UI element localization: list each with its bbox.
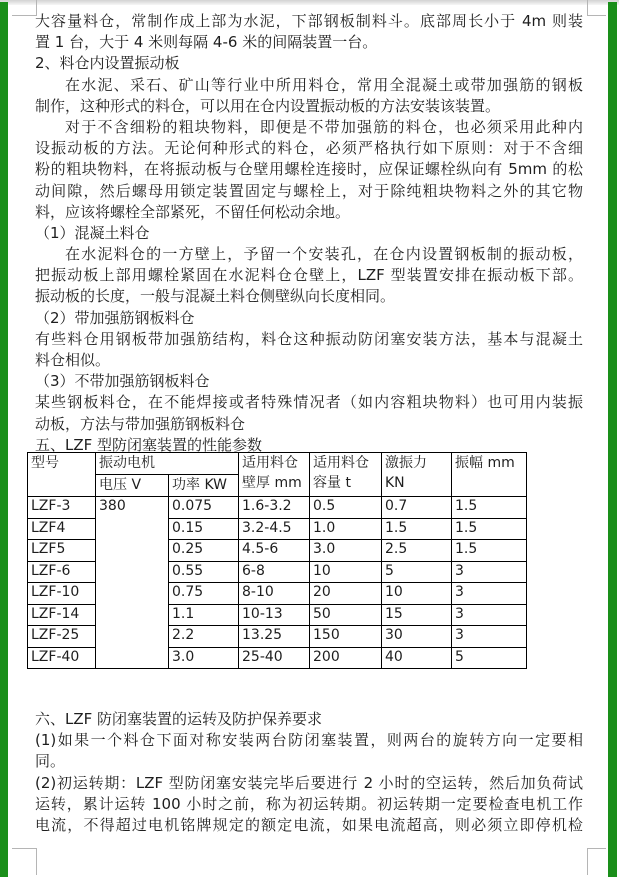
text-line: 设振动板的方法。无论何种形式的料仓，必须严格执行如下原则：对于不含细	[35, 139, 583, 158]
text-line: 运转，累计运转 100 小时之前，称为初运转期。初运转期一定要检查电机工作	[35, 794, 583, 813]
text-line: 五、LZF 型防闭塞装置的性能参数	[35, 435, 263, 454]
text-line: (1)如果一个料仓下面对称安装两台防闭塞装置，则两台的旋转方向一定要相	[35, 731, 583, 750]
text-line: 粉的粗块物料，在将振动板与仓壁用螺栓连接时，应保证螺栓纵向有 5mm 的松	[35, 160, 583, 179]
cell-value: 2.5	[382, 540, 452, 562]
header-wall-thickness: 适用料仓壁厚 mm	[239, 453, 310, 497]
text-line: （3）不带加强筋钢板料仓	[35, 372, 210, 391]
cell-value: 3.2-4.5	[239, 518, 310, 540]
header-amplitude: 振幅 mm	[452, 453, 527, 497]
cell-model: LZF-14	[28, 604, 96, 626]
cell-value: 1.5	[452, 518, 527, 540]
cell-value: 1.0	[310, 518, 382, 540]
cell-value: 4.5-6	[239, 540, 310, 562]
cell-value: 10	[382, 583, 452, 605]
text-boundary-mark-bottom-left	[12, 848, 37, 875]
cell-model: LZF-6	[28, 561, 96, 583]
cell-value: 8-10	[239, 583, 310, 605]
cell-value: 5	[382, 561, 452, 583]
cell-value: 0.25	[169, 540, 239, 562]
cell-value: 1.5	[382, 518, 452, 540]
text-line: 大容量料仓，常制作成上部为水泥，下部钢板制料斗。底部周长小于 4m 则装	[35, 12, 583, 30]
cell-voltage: 380	[96, 497, 169, 669]
text-line: 六、LZF 防闭塞装置的运转及防护保养要求	[35, 710, 323, 728]
cell-value: 0.075	[169, 497, 239, 519]
cell-value: 0.75	[169, 583, 239, 605]
cell-value: 0.5	[310, 497, 382, 519]
text-line: 在水泥料仓的一方壁上，予留一个安装孔，在仓内设置钢板制的振动板，	[65, 245, 583, 264]
cell-value: 15	[382, 604, 452, 626]
table-row	[28, 497, 527, 519]
cell-value: 200	[310, 647, 382, 669]
text-line: 料，应该将螺栓全部紧死，不留任何松动余地。	[35, 202, 351, 221]
cell-value: 30	[382, 626, 452, 648]
cell-value: 0.15	[169, 518, 239, 540]
text-boundary-mark-bottom-right	[587, 848, 606, 875]
text-line: 对于不含细粉的粗块物料，即便是不带加强筋的料仓，也必须采用此种内	[65, 117, 583, 136]
text-line: (2)初运转期：LZF 型防闭塞安装完毕后要进行 2 小时的空运转，然后加负荷试	[35, 773, 583, 792]
window-top-edge	[0, 0, 619, 5]
cell-value: 3	[452, 626, 527, 648]
page-border-right-green-bar	[608, 2, 617, 877]
text-line: （1）混凝土料仓	[35, 223, 150, 242]
cell-value: 1.5	[452, 540, 527, 562]
cell-value: 25-40	[239, 647, 310, 669]
cell-value: 3	[452, 583, 527, 605]
cell-value: 3	[452, 604, 527, 626]
text-line: 有些料仓用钢板带加强筋结构，料仓这种振动防闭塞安装方法，基本与混凝土	[35, 329, 583, 348]
header-vibration-motor: 振动电机	[96, 453, 239, 475]
cell-value: 0.55	[169, 561, 239, 583]
body-text-upper	[35, 11, 583, 456]
header-exciting-force: 激振力 KN	[382, 453, 452, 497]
text-line: 把振动板上部用螺栓紧固在水泥料仓仓壁上，LZF 型装置安排在振动板下部。	[35, 266, 583, 285]
header-voltage: 电压 V	[96, 475, 169, 497]
cell-value: 50	[310, 604, 382, 626]
text-line: 同。	[35, 752, 66, 771]
cell-value: 3.0	[169, 647, 239, 669]
cell-value: 10	[310, 561, 382, 583]
text-line: 电流，不得超过电机铭牌规定的额定电流，如果电流超高，则必须立即停机检	[35, 815, 583, 834]
lzf-parameters-table	[27, 452, 527, 669]
text-line: 料仓相似。	[35, 351, 111, 369]
cell-value: 2.2	[169, 626, 239, 648]
performance-parameters-table	[27, 452, 527, 669]
header-model: 型号	[28, 453, 96, 497]
cell-model: LZF-40	[28, 647, 96, 669]
header-capacity: 适用料仓容量 t	[310, 453, 382, 497]
cell-value: 3	[452, 561, 527, 583]
text-line: 动间隙，然后螺母用锁定装置固定与螺栓上，对于除纯粗块物料之外的其它物	[35, 181, 583, 200]
text-line: 制作，这种形式的料仓，可以用在仓内设置振动板的方法安装该装置。	[35, 96, 501, 115]
cell-value: 0.7	[382, 497, 452, 519]
cell-value: 20	[310, 583, 382, 605]
cell-value: 3.0	[310, 540, 382, 562]
cell-model: LZF-25	[28, 626, 96, 648]
text-line: 动板，方法与带加强筋钢板料仓	[35, 414, 246, 433]
text-line: 振动板的长度，一般与混凝土料仓侧壁纵向长度相同。	[35, 287, 396, 306]
text-line: 2、料仓内设置振动板	[35, 54, 180, 73]
page-border-left-green-bar	[0, 2, 8, 877]
cell-model: LZF-10	[28, 583, 96, 605]
header-power: 功率 KW	[169, 475, 239, 497]
cell-value: 1.6-3.2	[239, 497, 310, 519]
cell-value: 1.1	[169, 604, 239, 626]
cell-value: 5	[452, 647, 527, 669]
cell-model: LZF4	[28, 518, 96, 540]
cell-value: 13.25	[239, 626, 310, 648]
cell-value: 150	[310, 626, 382, 648]
body-text-lower	[35, 709, 583, 836]
text-boundary-mark-top-left	[12, 0, 37, 16]
cell-value: 1.5	[452, 497, 527, 519]
text-line: 某些钢板料仓，在不能焊接或者特殊情况者（如内容粗块物料）也可用内装振	[35, 393, 583, 412]
text-line: 置 1 台，大于 4 米则每隔 4-6 米的间隔装置一台。	[35, 33, 378, 52]
text-boundary-mark-top-right	[587, 0, 606, 16]
cell-model: LZF-3	[28, 497, 96, 519]
cell-value: 10-13	[239, 604, 310, 626]
text-line: 在水泥、采石、矿山等行业中所用料仓，常用全混凝土或带加强筋的钢板	[65, 75, 583, 94]
cell-value: 40	[382, 647, 452, 669]
cell-value: 6-8	[239, 561, 310, 583]
cell-model: LZF5	[28, 540, 96, 562]
text-line: （2）带加强筋钢板料仓	[35, 308, 195, 327]
